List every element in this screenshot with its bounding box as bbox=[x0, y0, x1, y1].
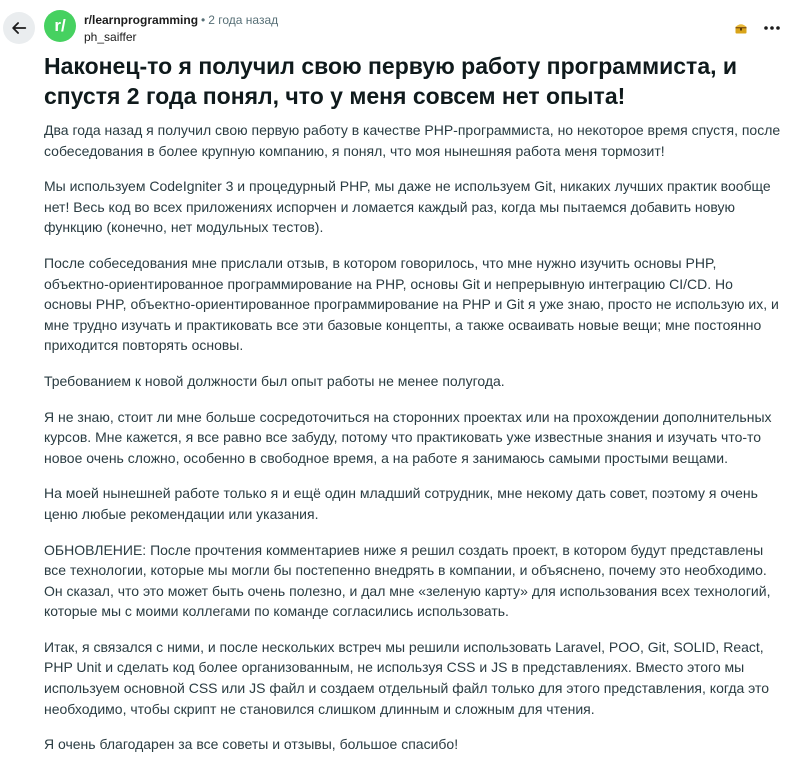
treasure-chest-icon[interactable] bbox=[734, 21, 748, 35]
post-paragraph: Два года назад я получил свою первую работу в качестве PHP-программиста, но некоторое время спустя, после собеседования в более крупную компанию, я понял, что моя нынешняя работа меня тормозит! bbox=[44, 122, 781, 159]
post-body bbox=[44, 120, 784, 769]
post-time: 2 года назад bbox=[208, 13, 279, 27]
subreddit-link[interactable]: r/learnprogramming bbox=[84, 13, 199, 27]
meta-separator: • bbox=[201, 13, 206, 27]
back-button[interactable] bbox=[3, 12, 35, 44]
avatar-text: r/ bbox=[54, 16, 66, 35]
post-paragraph: Итак, я связался с ними, и после нескольких встреч мы решили использовать Laravel, POO, Git, SOLID, React, PHP Unit и сделать код более организованным, не используя CSS и JS в представлениях. Вместо этого мы используем основной CSS или JS файл и создаем отдельный файл только для этого представления, когда это необходимо, чтобы скрипт не становился слишком длинным и сложным для чтения. bbox=[44, 638, 770, 717]
post-meta bbox=[84, 12, 278, 45]
arrow-left-icon bbox=[10, 19, 28, 37]
more-options-button[interactable] bbox=[756, 12, 788, 44]
post-title: Наконец-то я получил свою первую работу программиста, и спустя 2 года понял, что у меня совсем нет опыта! bbox=[44, 53, 738, 109]
ellipsis-icon bbox=[763, 25, 781, 31]
post-paragraph: Я очень благодарен за все советы и отзывы, большое спасибо! bbox=[44, 736, 459, 753]
post-paragraph: На моей нынешней работе только я и ещё один младший сотрудник, мне некому дать совет, поэтому я очень ценю любые рекомендации или указания. bbox=[44, 485, 758, 522]
subreddit-avatar[interactable] bbox=[44, 10, 76, 42]
post-paragraph: Требованием к новой должности был опыт работы не менее полугода. bbox=[44, 372, 505, 389]
post-paragraph: Я не знаю, стоит ли мне больше сосредоточиться на сторонних проектах или на прохождении дополнительных курсов. Мне кажется, я все равно все забуду, потому что практиковать уже известные знания и изучать что-то новое очень сложно, особенно в свободное время, а на работе я занимаюсь самыми простыми вещами. bbox=[44, 408, 772, 466]
post-paragraph: Мы используем CodeIgniter 3 и процедурный PHP, мы даже не используем Git, никаких лучших практик вообще нет! Весь код во всех приложениях испорчен и ломается каждый раз, когда мы пытаемся добавить новую функцию (конечно, нет модульных тестов). bbox=[44, 178, 771, 236]
post-paragraph: После собеседования мне прислали отзыв, в котором говорилось, что мне нужно изучить основы PHP, объектно-ориентированное программирование на PHP, основы Git и непрерывную интеграцию CI/CD. Но основы PHP, объектно-ориентированное программирование на PHP и Git я уже знаю, просто не использую их, и мне трудно изучать и практиковать все эти базовые концепты, а также осваивать новые вещи; мне постоянно приходится повторять основы. bbox=[44, 254, 779, 354]
post-paragraph: ОБНОВЛЕНИЕ: После прочтения комментариев ниже я решил создать проект, в котором будут представлены все технологии, которые мы могли бы постепенно внедрять в компании, и объяснено, почему это необходимо. Он сказал, что это может быть очень полезно, и дал мне «зеленую карту» для использования всех технологий, которые мы с моими коллегами по команде согласились использовать. bbox=[44, 541, 771, 620]
author-link[interactable]: ph_saiffer bbox=[84, 30, 137, 44]
